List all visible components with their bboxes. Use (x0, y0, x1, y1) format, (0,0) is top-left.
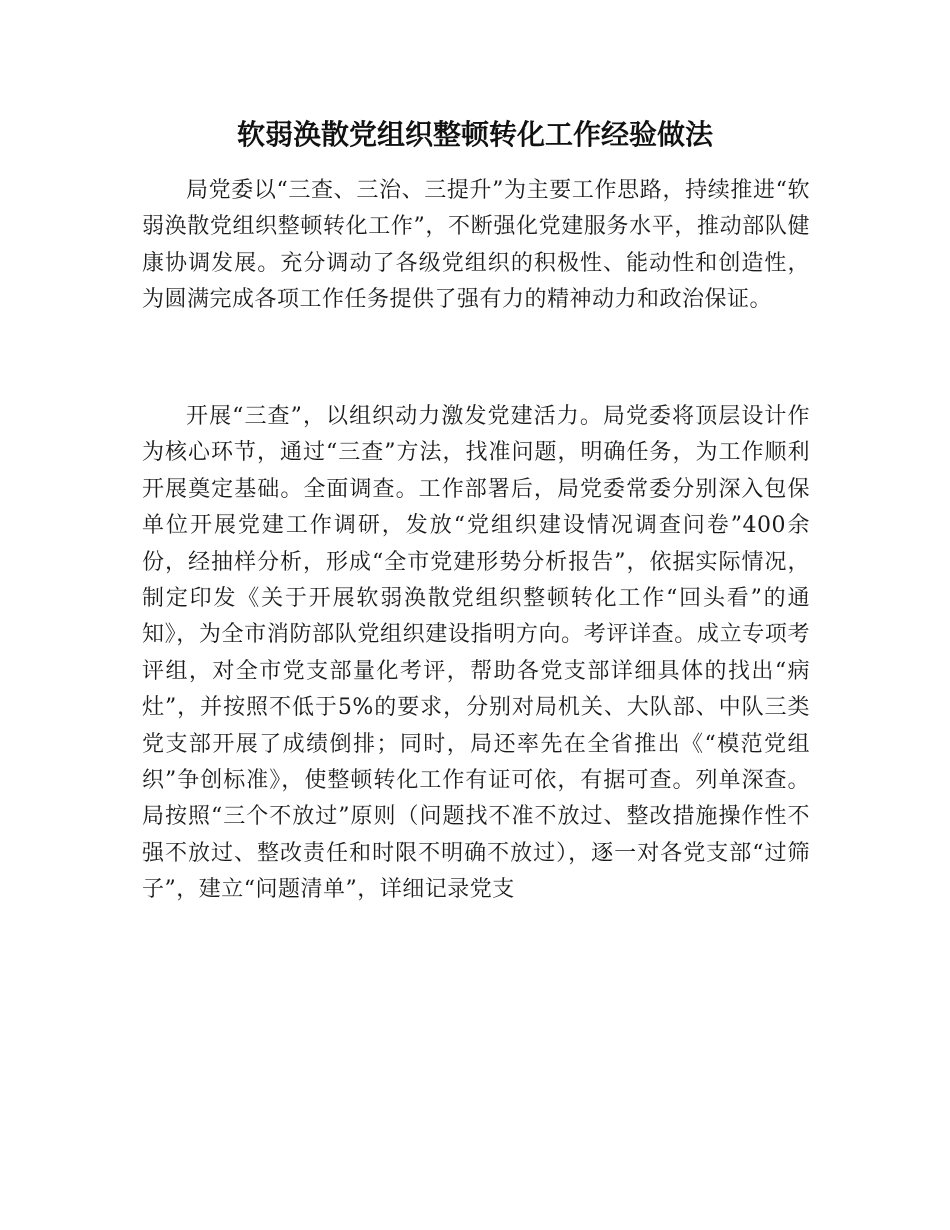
document-title: 软弱涣散党组织整顿转化工作经验做法 (236, 118, 713, 151)
paragraph-three-checks: 开展“三查”，以组织动力激发党建活力。局党委将顶层设计作为核心环节，通过“三查”方法，找准问题，明确任务，为工作顺利开展奠定基础。全面调查。工作部署后，局党委常委分别深入包保单位开展党建工作调研，发放“党组织建设情况调查问卷”400余份，经抽样分析，形成“全市党建形势分析报告”，依据实际情况，制定印发《关于开展软弱涣散党组织整顿转化工作“回头看”的通知》，为全市消防部队党组织建设指明方向。考评详查。成立专项考评组，对全市党支部量化考评，帮助各党支部详细具体的找出“病灶”，并按照不低于5%的要求，分别对局机关、大队部、中队三类党支部开展了成绩倒排；同时，局还率先在全省推出《“模范党组织”争创标准》，使整顿转化工作有证可依，有据可查。列单深查。局按照“三个不放过”原则（问题找不准不放过、整改措施操作性不强不放过、整改责任和时限不明确不放过），逐一对各党支部“过筛子”，建立“问题清单”，详细记录党支 (142, 404, 810, 903)
paragraph-intro: 局党委以“三查、三治、三提升”为主要工作思路，持续推进“软弱涣散党组织整顿转化工作”，不断强化党建服务水平，推动部队健康协调发展。充分调动了各级党组织的积极性、能动性和创造性，为圆满完成各项工作任务提供了强有力的精神动力和政治保证。 (142, 178, 810, 313)
